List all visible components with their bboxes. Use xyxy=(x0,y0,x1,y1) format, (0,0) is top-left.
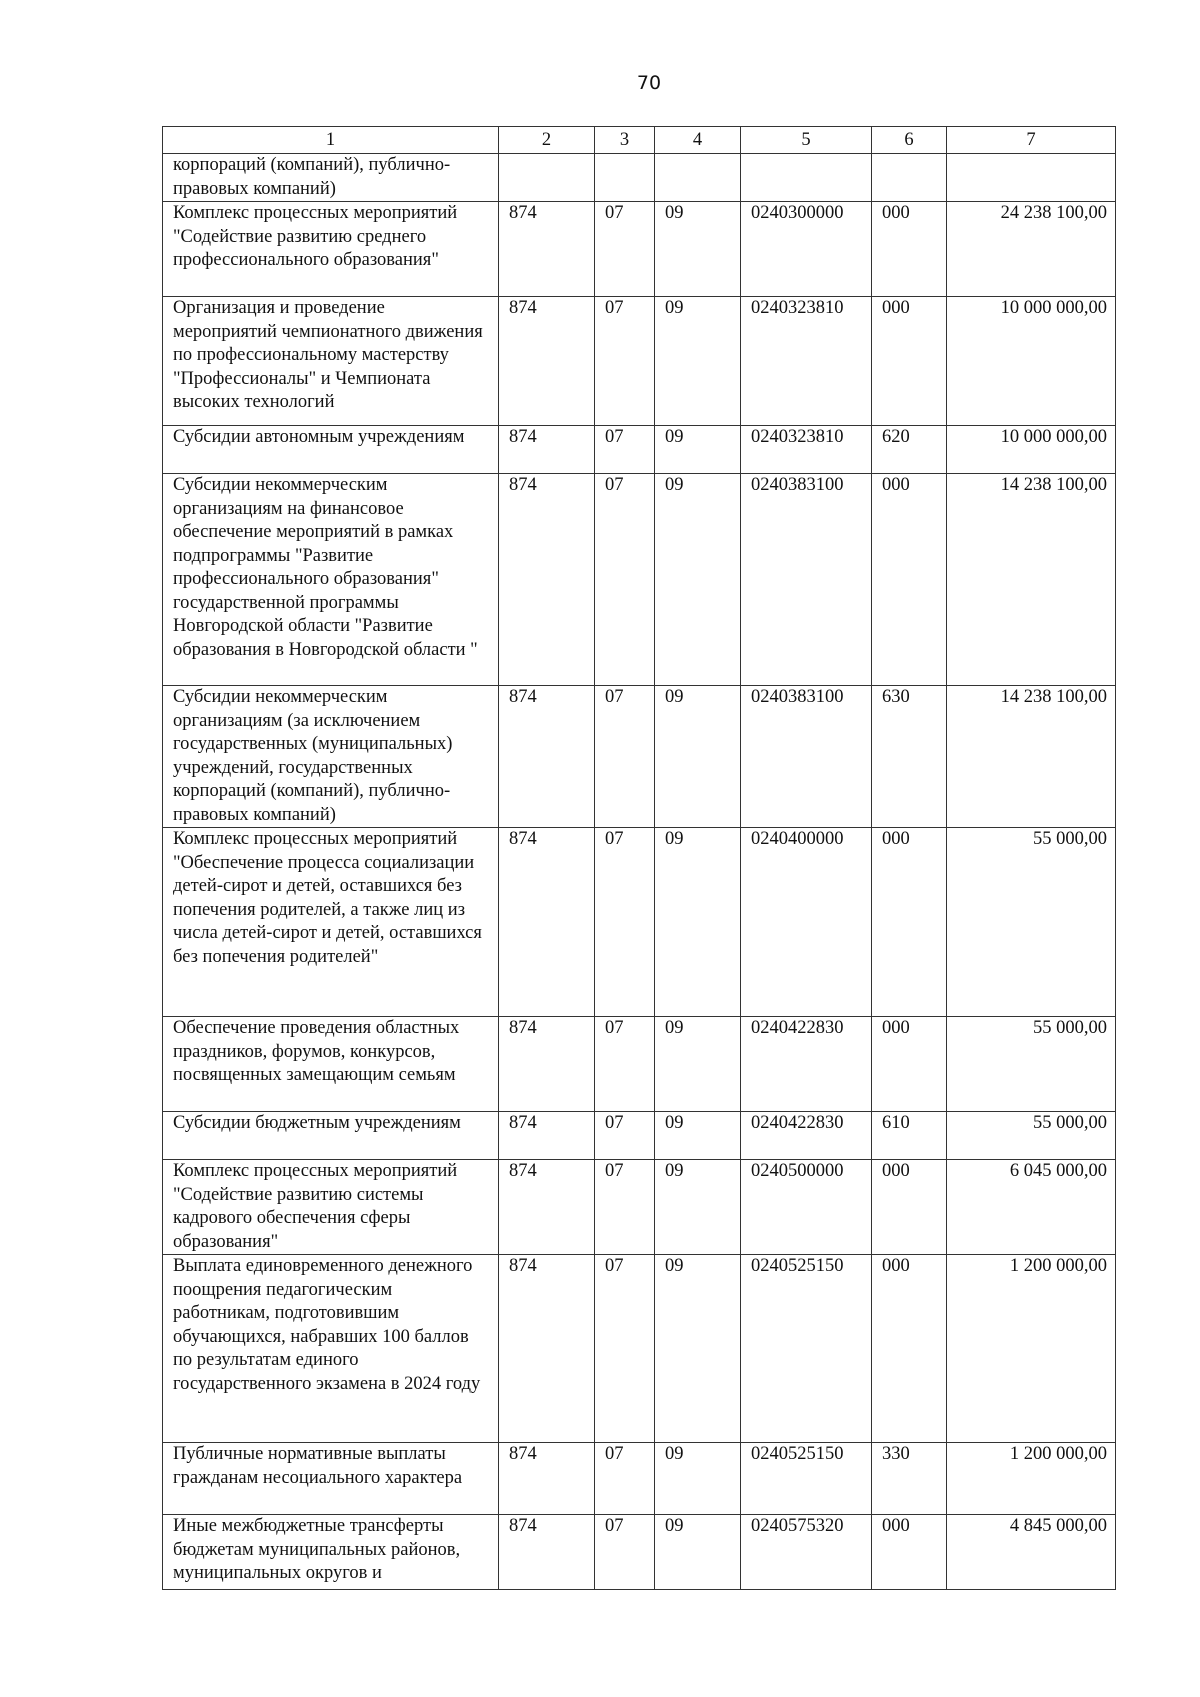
row-section-cell: 07 xyxy=(595,202,655,297)
table-row xyxy=(163,154,1116,202)
row-expense-type-cell: 000 xyxy=(872,1160,947,1255)
row-name-cell: Субсидии бюджетным учреждениям xyxy=(163,1112,499,1160)
row-amount-cell: 55 000,00 xyxy=(947,1017,1116,1112)
row-subsection-cell: 09 xyxy=(655,297,741,426)
table-row xyxy=(163,1112,1116,1160)
row-expense-type-cell: 630 xyxy=(872,686,947,828)
row-subsection-cell: 09 xyxy=(655,686,741,828)
row-section-cell: 07 xyxy=(595,828,655,1017)
column-header: 4 xyxy=(655,127,741,154)
row-expense-type-cell: 000 xyxy=(872,474,947,686)
row-name-cell: Комплекс процессных мероприятий "Содействие развитию системы кадрового обеспечения сферы образования" xyxy=(163,1160,499,1255)
row-amount-cell: 1 200 000,00 xyxy=(947,1255,1116,1443)
row-name-cell: корпораций (компаний), публично-правовых компаний) xyxy=(163,154,499,202)
page-number: 70 xyxy=(636,72,662,94)
table-row xyxy=(163,202,1116,297)
table-header-row xyxy=(163,127,1116,154)
row-amount-cell: 10 000 000,00 xyxy=(947,297,1116,426)
row-target-article-cell: 0240525150 xyxy=(741,1443,872,1515)
row-target-article-cell: 0240400000 xyxy=(741,828,872,1017)
table-row xyxy=(163,426,1116,474)
column-header: 2 xyxy=(499,127,595,154)
table-row xyxy=(163,297,1116,426)
row-ministry-code-cell: 874 xyxy=(499,686,595,828)
row-amount-cell: 10 000 000,00 xyxy=(947,426,1116,474)
row-amount-cell: 55 000,00 xyxy=(947,1112,1116,1160)
row-expense-type-cell: 000 xyxy=(872,297,947,426)
column-header: 5 xyxy=(741,127,872,154)
row-section-cell: 07 xyxy=(595,426,655,474)
column-header: 6 xyxy=(872,127,947,154)
row-name-cell: Публичные нормативные выплаты гражданам несоциального характера xyxy=(163,1443,499,1515)
table-row xyxy=(163,1443,1116,1515)
row-target-article-cell: 0240323810 xyxy=(741,426,872,474)
row-amount-cell: 6 045 000,00 xyxy=(947,1160,1116,1255)
table-row xyxy=(163,686,1116,828)
row-expense-type-cell: 620 xyxy=(872,426,947,474)
row-ministry-code-cell: 874 xyxy=(499,1112,595,1160)
row-amount-cell: 14 238 100,00 xyxy=(947,474,1116,686)
row-target-article-cell: 0240323810 xyxy=(741,297,872,426)
row-subsection-cell: 09 xyxy=(655,1515,741,1590)
row-subsection-cell: 09 xyxy=(655,1443,741,1515)
row-name-cell: Иные межбюджетные трансферты бюджетам муниципальных районов, муниципальных округов и xyxy=(163,1515,499,1590)
row-amount-cell: 55 000,00 xyxy=(947,828,1116,1017)
row-ministry-code-cell: 874 xyxy=(499,1443,595,1515)
row-amount-cell: 1 200 000,00 xyxy=(947,1443,1116,1515)
row-section-cell: 07 xyxy=(595,1160,655,1255)
row-ministry-code-cell: 874 xyxy=(499,474,595,686)
row-name-cell: Субсидии автономным учреждениям xyxy=(163,426,499,474)
row-name-cell: Субсидии некоммерческим организациям на финансовое обеспечение мероприятий в рамках подпрограммы "Развитие профессионального образования" государственной программы Новгородской области "Развитие образования в Новгородской области " xyxy=(163,474,499,686)
row-ministry-code-cell xyxy=(499,154,595,202)
row-section-cell: 07 xyxy=(595,1515,655,1590)
row-expense-type-cell: 610 xyxy=(872,1112,947,1160)
row-section-cell xyxy=(595,154,655,202)
row-section-cell: 07 xyxy=(595,297,655,426)
row-expense-type-cell: 000 xyxy=(872,202,947,297)
row-subsection-cell: 09 xyxy=(655,828,741,1017)
row-amount-cell: 24 238 100,00 xyxy=(947,202,1116,297)
row-amount-cell: 14 238 100,00 xyxy=(947,686,1116,828)
row-section-cell: 07 xyxy=(595,1255,655,1443)
row-ministry-code-cell: 874 xyxy=(499,1255,595,1443)
row-name-cell: Комплекс процессных мероприятий "Содействие развитию среднего профессионального образования" xyxy=(163,202,499,297)
row-expense-type-cell: 000 xyxy=(872,1255,947,1443)
row-name-cell: Выплата единовременного денежного поощрения педагогическим работникам, подготовившим обучающихся, набравших 100 баллов по результатам единого государственного экзамена в 2024 году xyxy=(163,1255,499,1443)
row-section-cell: 07 xyxy=(595,1017,655,1112)
row-target-article-cell: 0240575320 xyxy=(741,1515,872,1590)
row-subsection-cell: 09 xyxy=(655,426,741,474)
table-row xyxy=(163,474,1116,686)
table-row xyxy=(163,1160,1116,1255)
row-section-cell: 07 xyxy=(595,1112,655,1160)
row-ministry-code-cell: 874 xyxy=(499,202,595,297)
row-expense-type-cell: 000 xyxy=(872,828,947,1017)
row-expense-type-cell: 000 xyxy=(872,1515,947,1590)
table-row xyxy=(163,1017,1116,1112)
row-target-article-cell: 0240422830 xyxy=(741,1017,872,1112)
row-ministry-code-cell: 874 xyxy=(499,828,595,1017)
row-target-article-cell: 0240500000 xyxy=(741,1160,872,1255)
row-amount-cell: 4 845 000,00 xyxy=(947,1515,1116,1590)
row-ministry-code-cell: 874 xyxy=(499,1017,595,1112)
row-expense-type-cell xyxy=(872,154,947,202)
row-subsection-cell: 09 xyxy=(655,1160,741,1255)
table-row xyxy=(163,828,1116,1017)
column-header: 3 xyxy=(595,127,655,154)
table-row xyxy=(163,1515,1116,1590)
row-expense-type-cell: 000 xyxy=(872,1017,947,1112)
row-target-article-cell: 0240383100 xyxy=(741,474,872,686)
budget-table xyxy=(162,126,1116,1590)
row-target-article-cell: 0240383100 xyxy=(741,686,872,828)
row-section-cell: 07 xyxy=(595,686,655,828)
row-name-cell: Организация и проведение мероприятий чемпионатного движения по профессиональному мастерству "Профессионалы" и Чемпионата высоких технологий xyxy=(163,297,499,426)
row-target-article-cell: 0240525150 xyxy=(741,1255,872,1443)
row-target-article-cell: 0240300000 xyxy=(741,202,872,297)
row-subsection-cell: 09 xyxy=(655,474,741,686)
row-section-cell: 07 xyxy=(595,1443,655,1515)
table-row xyxy=(163,1255,1116,1443)
row-name-cell: Комплекс процессных мероприятий "Обеспечение процесса социализации детей-сирот и детей, оставшихся без попечения родителей, а также лиц из числа детей-сирот и детей, оставшихся без попечения родителей" xyxy=(163,828,499,1017)
row-subsection-cell: 09 xyxy=(655,202,741,297)
row-amount-cell xyxy=(947,154,1116,202)
row-section-cell: 07 xyxy=(595,474,655,686)
column-header: 1 xyxy=(163,127,499,154)
row-name-cell: Обеспечение проведения областных праздников, форумов, конкурсов, посвященных замещающим семьям xyxy=(163,1017,499,1112)
row-subsection-cell xyxy=(655,154,741,202)
row-target-article-cell: 0240422830 xyxy=(741,1112,872,1160)
row-ministry-code-cell: 874 xyxy=(499,426,595,474)
row-subsection-cell: 09 xyxy=(655,1112,741,1160)
row-name-cell: Субсидии некоммерческим организациям (за исключением государственных (муниципальных) учреждений, государственных корпораций (компаний), публично-правовых компаний) xyxy=(163,686,499,828)
row-ministry-code-cell: 874 xyxy=(499,1160,595,1255)
column-header: 7 xyxy=(947,127,1116,154)
row-expense-type-cell: 330 xyxy=(872,1443,947,1515)
row-subsection-cell: 09 xyxy=(655,1017,741,1112)
row-ministry-code-cell: 874 xyxy=(499,1515,595,1590)
row-target-article-cell xyxy=(741,154,872,202)
row-ministry-code-cell: 874 xyxy=(499,297,595,426)
row-subsection-cell: 09 xyxy=(655,1255,741,1443)
